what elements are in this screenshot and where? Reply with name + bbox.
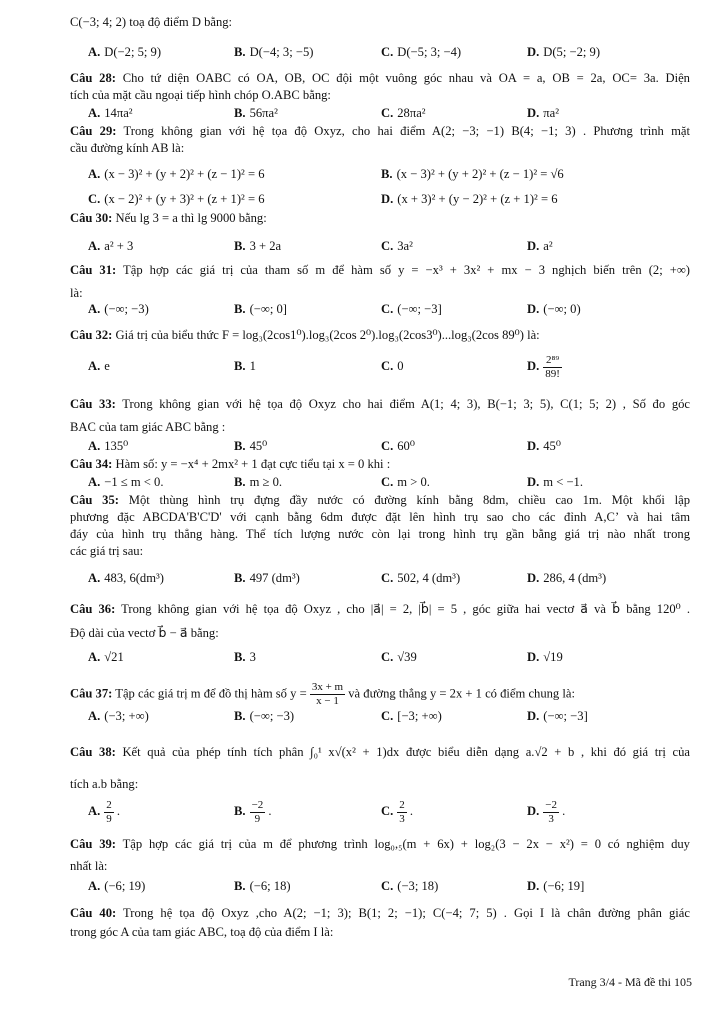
question-number: Câu 29: — [70, 124, 117, 138]
option-value: −1 ≤ m < 0. — [104, 475, 164, 489]
option-value: √21 — [104, 650, 124, 664]
option-label: A. — [88, 650, 101, 664]
option-value: D(−4; 3; −5) — [249, 45, 314, 59]
function-prefix: y = — [286, 686, 310, 701]
answer-option[interactable]: D. $\frac{-2}{3}$ . — [527, 798, 566, 825]
answer-option[interactable] — [381, 190, 558, 208]
option-label: D. — [527, 359, 540, 373]
option-label: B. — [381, 167, 393, 181]
option-value: a² + 3 — [104, 239, 134, 253]
option-value: (x + 3)² + (y − 2)² + (z + 1)² = 6 — [397, 192, 558, 206]
answer-option[interactable] — [527, 237, 553, 255]
answer-option[interactable] — [527, 104, 559, 122]
answer-option[interactable] — [381, 43, 461, 61]
option-value: 28πa² — [397, 106, 426, 120]
fraction-denominator: 3 — [399, 812, 405, 825]
function-fraction — [310, 681, 345, 708]
option-label: A. — [88, 45, 101, 59]
text-line — [70, 601, 690, 617]
question-number: Câu 39: — [70, 837, 116, 851]
text-line — [70, 123, 690, 139]
option-label: B. — [234, 709, 246, 723]
line-text: nhất là: — [70, 859, 108, 873]
option-value: m > 0. — [397, 475, 430, 489]
option-fraction — [543, 354, 562, 381]
answer-row — [88, 300, 688, 318]
text-line — [70, 140, 690, 156]
fraction-numerator: 3x + m — [311, 681, 344, 693]
text-line — [70, 456, 690, 472]
option-value: (−6; 19] — [543, 879, 585, 893]
answer-option[interactable] — [88, 165, 265, 183]
option-fraction — [250, 799, 266, 826]
option-fraction — [104, 799, 114, 826]
option-value: [−3; +∞) — [397, 709, 442, 723]
answer-option[interactable] — [527, 473, 583, 491]
text-line — [70, 924, 690, 940]
fraction-numerator: 2 — [106, 798, 112, 811]
text-line — [70, 681, 690, 708]
fraction-numerator: 2 — [399, 798, 405, 811]
text-line — [70, 327, 690, 343]
answer-option[interactable] — [381, 569, 460, 587]
option-label: B. — [234, 879, 246, 893]
option-value: D(−5; 3; −4) — [397, 45, 462, 59]
option-label: A. — [88, 359, 101, 373]
option-value: (x − 3)² + (y + 2)² + (z − 1)² = √6 — [396, 167, 564, 181]
line-text: Hàm số: y = −x⁴ + 2mx² + 1 đạt cực tiểu tại x = 0 khi : — [112, 457, 391, 471]
answer-row — [88, 237, 688, 255]
option-label: B. — [234, 45, 246, 59]
option-label: B. — [234, 239, 246, 253]
option-label: C. — [381, 804, 394, 818]
answer-option[interactable] — [88, 43, 161, 61]
answer-option[interactable] — [234, 437, 267, 455]
option-value: 60⁰ — [397, 439, 415, 453]
answer-option[interactable]: C. $\frac{2}{3}$ . — [381, 798, 414, 825]
answer-row — [88, 795, 688, 827]
answer-option[interactable] — [381, 437, 415, 455]
option-label: B. — [234, 804, 246, 818]
option-value: a² — [543, 239, 553, 253]
line-text: Trong không gian với hệ tọa độ Oxyz cho hai điểm A(1; 4; 3), B(−1; 3; 5), C(1; 5; 2) , Số đo góc — [115, 397, 690, 411]
text-line — [70, 836, 690, 852]
option-label: A. — [88, 709, 101, 723]
answer-option[interactable]: B. $\frac{-2}{9}$ . — [234, 798, 272, 825]
option-value: 497 (dm³) — [249, 571, 300, 585]
option-label: C. — [88, 192, 101, 206]
answer-option[interactable] — [234, 350, 256, 382]
line-text: phương đặc ABCDA'B'C'D' với cạnh bằng 6dm được đặt lên hình trụ sao cho các đỉnh A,C’ và hai tâm — [70, 510, 690, 524]
option-fraction — [543, 799, 559, 826]
answer-row — [88, 104, 688, 122]
option-label: A. — [88, 804, 101, 818]
answer-option[interactable] — [527, 43, 600, 61]
answer-option[interactable] — [234, 104, 278, 122]
text-line — [70, 70, 690, 86]
option-value: e — [104, 359, 110, 373]
option-label: B. — [234, 650, 246, 664]
option-label: A. — [88, 106, 101, 120]
answer-option[interactable] — [234, 473, 282, 491]
question-number: Câu 37: — [70, 686, 113, 701]
option-label: A. — [88, 239, 101, 253]
option-label: D. — [527, 804, 540, 818]
line-text-tail: và đường thẳng y = 2x + 1 có điểm chung là: — [345, 686, 575, 701]
option-label: C. — [381, 571, 394, 585]
answer-row — [88, 190, 688, 208]
question-number: Câu 34: — [70, 457, 113, 471]
question-number: Câu 35: — [70, 493, 119, 507]
answer-option[interactable] — [88, 300, 149, 318]
answer-option[interactable] — [234, 237, 281, 255]
option-label: D. — [381, 192, 394, 206]
answer-option[interactable] — [234, 569, 300, 587]
line-text: Trong không gian với hệ tọa độ Oxyz, cho hai điểm A(2; −3; −1) B(4; −1; 3) . Phương trình mặt — [116, 124, 690, 138]
option-label: A. — [88, 167, 101, 181]
option-label: C. — [381, 650, 394, 664]
page-footer: Trang 3/4 - Mã đề thi 105 — [568, 975, 692, 989]
option-value: πa² — [543, 106, 559, 120]
line-text: Cho tứ diện OABC có OA, OB, OC đội một vuông góc nhau và OA = a, OB = 2a, OC= 3a. Diện — [115, 71, 690, 85]
option-value: 3 — [249, 650, 256, 664]
answer-row — [88, 350, 688, 382]
answer-option[interactable] — [527, 437, 561, 455]
option-label: D. — [527, 239, 540, 253]
option-label: A. — [88, 475, 101, 489]
answer-option[interactable] — [381, 707, 442, 725]
answer-option[interactable] — [88, 707, 149, 725]
line-text: tích a.b bằng: — [70, 777, 139, 791]
answer-option[interactable] — [234, 300, 287, 318]
option-value: 286, 4 (dm³) — [543, 571, 607, 585]
question-number: Câu 38: — [70, 745, 116, 759]
option-value: m ≥ 0. — [249, 475, 283, 489]
answer-option[interactable] — [381, 104, 426, 122]
option-label: B. — [234, 571, 246, 585]
text-line — [70, 210, 690, 226]
answer-option[interactable] — [381, 648, 417, 666]
text-line — [70, 744, 690, 760]
text-line — [70, 776, 690, 792]
text-line — [70, 543, 690, 559]
text-line — [70, 396, 690, 412]
option-value: 483, 6(dm³) — [104, 571, 164, 585]
option-label: D. — [527, 571, 540, 585]
text-line — [70, 262, 690, 278]
option-value: (−∞; −3] — [397, 302, 442, 316]
line-text: C(−3; 4; 2) toạ độ điểm D bằng: — [70, 15, 233, 29]
option-value: (x − 3)² + (y + 2)² + (z − 1)² = 6 — [104, 167, 265, 181]
question-number: Câu 28: — [70, 71, 116, 85]
text-line — [70, 858, 690, 874]
line-text: Trong hệ tọa độ Oxyz ,cho A(2; −1; 3); B(1; 2; −1); C(−4; 7; 5) . Gọi I là chân đường phân giác — [116, 906, 690, 920]
fraction-numerator: −2 — [545, 798, 557, 811]
answer-row — [88, 648, 688, 666]
option-value: 0 — [397, 359, 404, 373]
option-label: C. — [381, 709, 394, 723]
option-label: A. — [88, 302, 101, 316]
line-text: Tập hợp các giá trị của tham số m để hàm số y = −x³ + 3x² + mx − 3 nghịch biến trên (2; +∞) — [116, 263, 691, 277]
option-value: (x − 2)² + (y + 3)² + (z + 1)² = 6 — [104, 192, 265, 206]
option-label: A. — [88, 571, 101, 585]
answer-option[interactable] — [88, 569, 164, 587]
answer-option[interactable] — [381, 237, 413, 255]
answer-option[interactable] — [527, 648, 563, 666]
option-value: (−∞; 0) — [543, 302, 581, 316]
option-label: B. — [234, 302, 246, 316]
option-label: C. — [381, 239, 394, 253]
answer-row — [88, 165, 688, 183]
answer-option[interactable] — [527, 877, 584, 895]
text-line — [70, 492, 690, 508]
option-label: A. — [88, 879, 101, 893]
line-text: là: — [70, 286, 83, 300]
option-label: D. — [527, 106, 540, 120]
option-value: √19 — [543, 650, 563, 664]
option-label: C. — [381, 475, 394, 489]
option-value: (−∞; −3] — [543, 709, 588, 723]
line-text: Độ dài của vectơ b⃗ − a⃗ bằng: — [70, 626, 219, 640]
line-text: tích của mặt cầu ngoại tiếp hình chóp O.ABC bằng: — [70, 88, 331, 102]
answer-option[interactable] — [88, 190, 265, 208]
line-text: đáy của hình trụ thẳng hàng. Thể tích lượng nước còn lại trong hình trụ gần bằng giá trị nào nhất trong — [70, 527, 690, 541]
answer-option[interactable] — [527, 707, 588, 725]
option-label: D. — [527, 475, 540, 489]
option-value: (−6; 19) — [104, 879, 146, 893]
option-label: C. — [381, 439, 394, 453]
answer-row — [88, 569, 688, 587]
line-text: các giá trị sau: — [70, 544, 144, 558]
option-value: 56πa² — [249, 106, 278, 120]
answer-row — [88, 473, 688, 491]
answer-option[interactable] — [381, 165, 564, 183]
answer-option[interactable] — [527, 300, 581, 318]
answer-option[interactable] — [381, 473, 430, 491]
option-value: 502, 4 (dm³) — [397, 571, 461, 585]
question-number: Câu 36: — [70, 602, 116, 616]
answer-option[interactable] — [381, 350, 404, 382]
question-number: Câu 33: — [70, 397, 116, 411]
option-label: B. — [234, 439, 246, 453]
option-label: C. — [381, 45, 394, 59]
option-value: 1 — [249, 359, 256, 373]
fraction-denominator: 3 — [548, 812, 554, 825]
option-value: m < −1. — [543, 475, 583, 489]
option-label: B. — [234, 359, 246, 373]
fraction-denominator: 89! — [545, 367, 560, 380]
option-label: D. — [527, 709, 540, 723]
text-line — [70, 87, 690, 103]
option-value: 45⁰ — [249, 439, 268, 453]
option-label: A. — [88, 439, 101, 453]
answer-option[interactable]: A. $\frac{2}{9}$ . — [88, 798, 121, 825]
text-line — [70, 419, 690, 435]
fraction-numerator: −2 — [251, 798, 264, 811]
answer-option[interactable] — [88, 473, 164, 491]
line-text: Một thùng hình trụ đựng đầy nước có đường kính bằng 8dm, chiều cao 1m. Một khối lập — [118, 493, 690, 507]
text-line — [70, 14, 690, 30]
answer-row — [88, 43, 688, 61]
answer-option[interactable] — [88, 350, 110, 382]
answer-option[interactable] — [88, 237, 133, 255]
fraction-numerator: 2⁸⁹ — [543, 354, 562, 368]
option-label: D. — [527, 879, 540, 893]
option-value: 45⁰ — [543, 439, 561, 453]
option-label: B. — [234, 106, 246, 120]
line-text: Giá trị của biểu thức F = log₃(2cos1⁰).log₃(2cos 2⁰).log₃(2cos3⁰)...log₃(2cos 89⁰) là: — [112, 328, 540, 342]
answer-option[interactable] — [527, 350, 562, 382]
answer-option[interactable] — [234, 877, 291, 895]
option-label: D. — [527, 650, 540, 664]
answer-option[interactable] — [88, 104, 133, 122]
answer-row — [88, 437, 688, 455]
fraction-denominator: 9 — [254, 812, 261, 825]
answer-option[interactable] — [234, 43, 313, 61]
answer-option[interactable] — [88, 877, 145, 895]
answer-option[interactable] — [234, 648, 256, 666]
option-label: D. — [527, 45, 540, 59]
option-value: 14πa² — [104, 106, 133, 120]
line-text: cầu đường kính AB là: — [70, 141, 185, 155]
option-label: D. — [527, 302, 540, 316]
option-value: 3a² — [397, 239, 413, 253]
line-text: Trong không gian với hệ tọa độ Oxyz , cho |a⃗| = 2, |b⃗| = 5 , góc giữa hai vectơ a⃗ và b⃗ bằng 120⁰ . — [115, 602, 690, 616]
line-text: Kết quả của phép tính tích phân ∫₀¹ x√(x² + 1)dx được biểu diễn dạng a.√2 + b , khi đó giá trị của — [115, 745, 690, 759]
answer-option[interactable] — [381, 877, 438, 895]
option-label: C. — [381, 879, 394, 893]
option-label: B. — [234, 475, 246, 489]
text-line — [70, 285, 690, 301]
option-value: 135⁰ — [104, 439, 129, 453]
line-text: trong góc A của tam giác ABC, toạ độ của điểm I là: — [70, 925, 334, 939]
option-value: (−3; +∞) — [104, 709, 149, 723]
answer-row — [88, 877, 688, 895]
question-number: Câu 40: — [70, 906, 117, 920]
question-number: Câu 31: — [70, 263, 117, 277]
option-value: D(−2; 5; 9) — [104, 45, 162, 59]
line-text: Nếu lg 3 = a thì lg 9000 bằng: — [112, 211, 267, 225]
option-value: 3 + 2a — [249, 239, 282, 253]
line-text: Tập các giá trị m để đồ thị hàm số — [112, 686, 287, 701]
text-line — [70, 526, 690, 542]
answer-option[interactable] — [381, 300, 442, 318]
option-value: (−∞; 0] — [249, 302, 287, 316]
text-line — [70, 625, 690, 641]
answer-option[interactable] — [527, 569, 606, 587]
text-line — [70, 905, 690, 921]
option-label: C. — [381, 359, 394, 373]
option-fraction — [397, 799, 407, 826]
option-label: C. — [381, 302, 394, 316]
line-text: BAC của tam giác ABC bằng : — [70, 420, 226, 434]
answer-option[interactable] — [234, 707, 294, 725]
option-label: D. — [527, 439, 540, 453]
option-value: √39 — [397, 650, 417, 664]
option-value: (−∞; −3) — [104, 302, 149, 316]
text-line — [70, 509, 690, 525]
option-value: (−6; 18) — [249, 879, 291, 893]
option-value: (−∞; −3) — [249, 709, 295, 723]
question-number: Câu 30: — [70, 211, 113, 225]
option-label: C. — [381, 106, 394, 120]
answer-option[interactable] — [88, 648, 124, 666]
option-value: (−3; 18) — [397, 879, 439, 893]
answer-option[interactable] — [88, 437, 128, 455]
option-value: D(5; −2; 9) — [543, 45, 601, 59]
fraction-denominator: x − 1 — [316, 695, 339, 707]
fraction-denominator: 9 — [106, 812, 112, 825]
line-text: Tập hợp các giá trị của m để phương trình log₀,₅(m + 6x) + log₂(3 − 2x − x²) = 0 có nghiệm duy — [116, 837, 690, 851]
answer-row — [88, 707, 688, 725]
question-number: Câu 32: — [70, 328, 113, 342]
